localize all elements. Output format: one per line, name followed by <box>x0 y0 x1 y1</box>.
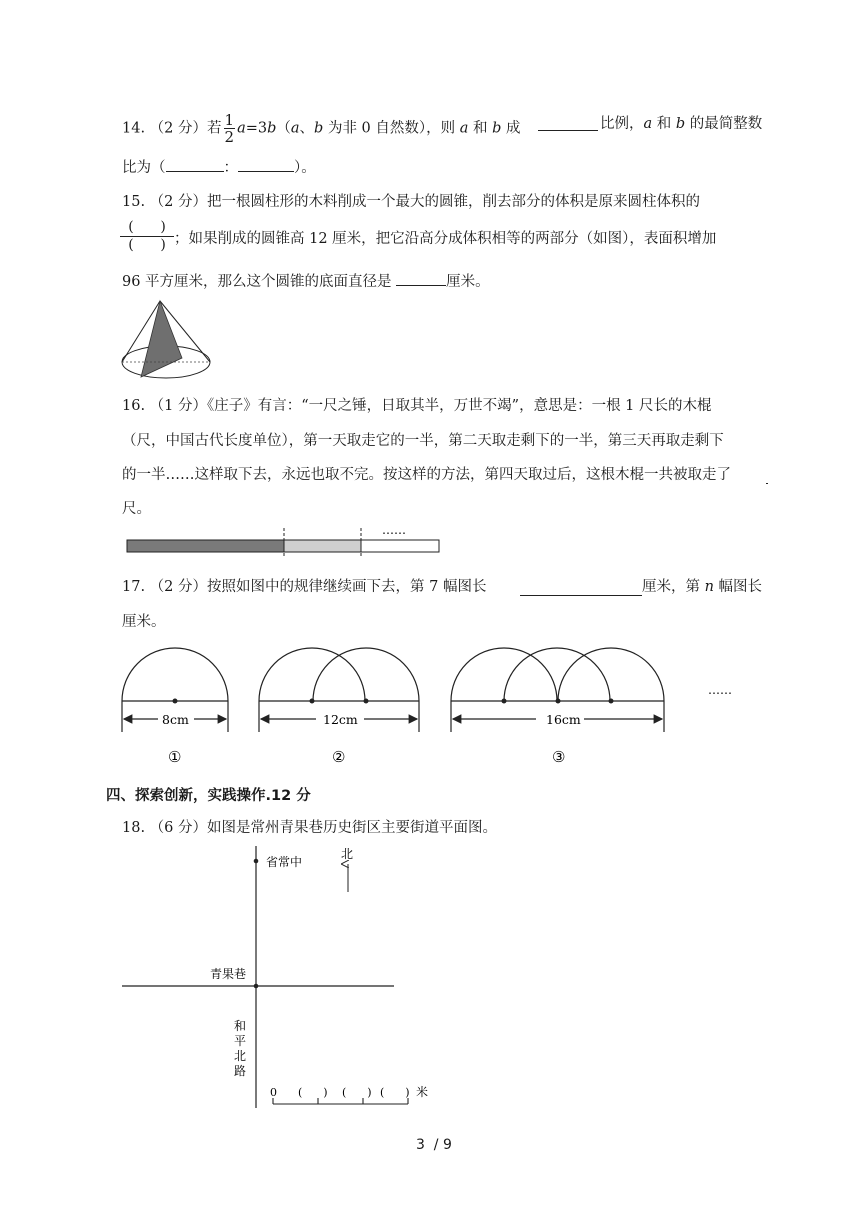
road-label-4: 路 <box>234 1064 247 1078</box>
q14-blank-ratio-b[interactable] <box>238 157 294 172</box>
stick-day1-portion <box>127 540 284 552</box>
q14-line1-tail: 比例，a 和 b 的最简整数 <box>600 116 763 132</box>
road-label-2: 平 <box>234 1034 247 1048</box>
scale-zero: 0 <box>270 1086 277 1099</box>
q14-fraction: $\frac{1}{2}$ <box>224 111 235 146</box>
scale-blank-2[interactable]: ( ) <box>342 1086 372 1099</box>
q16-line2: （尺，中国古代长度单位），第一天取走它的一半，第二天取走剩下的一半，第三天再取走剩下 <box>122 433 724 449</box>
scale-blank-1[interactable]: ( ) <box>298 1086 328 1099</box>
q14-line2: 比为（ ： ）。 <box>122 157 316 178</box>
school-point <box>254 859 259 864</box>
q16-blank-answer[interactable] <box>766 469 768 484</box>
figure-3-number: ③ <box>552 748 566 766</box>
road-label-3: 北 <box>234 1049 247 1063</box>
figure-2-number: ② <box>332 748 346 766</box>
scale-unit: 米 <box>416 1085 429 1099</box>
q15-line3: 96 平方厘米，那么这个圆锥的底面直径是 厘米。 <box>122 271 490 292</box>
stick-figure <box>124 526 444 558</box>
q18-line1: 18. （6 分）如图是常州青果巷历史街区主要街道平面图。 <box>122 820 498 836</box>
origin-point <box>254 984 259 989</box>
q17-line1: 17. （2 分）按照如图中的规律继续画下去，第 7 幅图长 <box>122 579 487 595</box>
figure-2-center-a <box>310 699 315 704</box>
q15-fraction-blank[interactable]: ( ) ( ) <box>120 219 174 254</box>
figure-1-label: 8cm <box>162 712 189 727</box>
figure-3-center-a <box>502 699 507 704</box>
figure-2-label: 12cm <box>323 712 358 727</box>
figure-1-center <box>173 699 178 704</box>
q17-line1-tail: 厘米，第 n 幅图长 <box>642 579 763 595</box>
north-label: 北 <box>341 847 354 861</box>
street-map <box>118 842 438 1114</box>
stick-dots: …… <box>382 526 406 537</box>
q17-line2: 厘米。 <box>122 614 166 630</box>
lane-label: 青果巷 <box>210 967 247 981</box>
page-number: 3 / 9 <box>416 1137 452 1153</box>
q14-blank-ratio-type[interactable] <box>538 116 598 131</box>
figure-3-center-c <box>609 699 614 704</box>
figure-2-center-b <box>364 699 369 704</box>
cone-cross-section <box>141 301 182 377</box>
q14-line1: 14. （2 分）若 $\frac{1}{2}$ a=3b（a、b 为非 0 自然数），则 a 和 b 成 <box>122 111 521 146</box>
q15-blank-diameter[interactable] <box>396 271 446 286</box>
q15-line1: 15. （2 分）把一根圆柱形的木料削成一个最大的圆锥，削去部分的体积是原来圆柱体积的 <box>122 194 700 210</box>
q15-line2: ；如果削成的圆锥高 12 厘米，把它沿高分成体积相等的两部分（如图），表面积增加 <box>174 231 717 247</box>
stick-remaining <box>361 540 439 552</box>
q14-blank-ratio-a[interactable] <box>166 157 224 172</box>
semicircle-figures <box>110 640 770 774</box>
figures-continue-dots: …… <box>708 683 732 697</box>
figure-3-label: 16cm <box>546 712 581 727</box>
figure-3-center-b <box>556 699 561 704</box>
school-label: 省常中 <box>266 855 303 869</box>
q16-line3: 的一半……这样取下去，永远也取不完。按这样的方法，第四天取过后，这根木棍一共被取走了 <box>122 467 731 483</box>
q16-line4: 尺。 <box>122 501 151 517</box>
cone-figure <box>118 296 218 388</box>
scale-blank-3[interactable]: ( ) <box>380 1086 410 1099</box>
q16-line1: 16. （1 分）《庄子》有言：“一尺之锤，日取其半，万世不竭”，意思是：一根 1 尺长的木棍 <box>122 398 712 414</box>
q17-blank-seventh[interactable] <box>520 581 642 596</box>
figure-1-number: ① <box>168 748 182 766</box>
stick-day2-portion <box>284 540 361 552</box>
section-4-title: 四、探索创新，实践操作.12 分 <box>106 788 311 804</box>
road-label-1: 和 <box>234 1019 247 1033</box>
